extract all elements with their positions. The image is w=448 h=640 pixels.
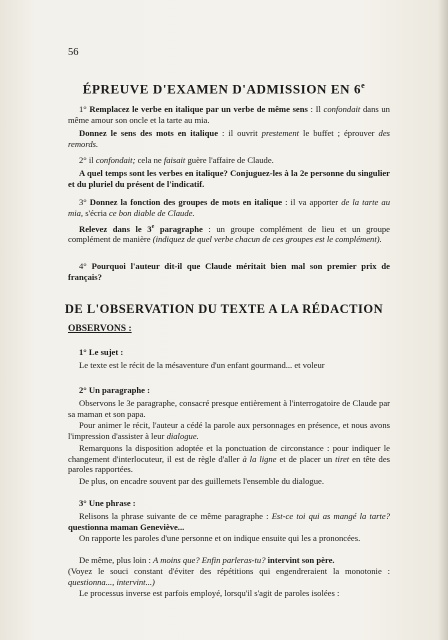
exam-title: ÉPREUVE D'EXAMEN D'ADMISSION EN 6e <box>82 81 366 97</box>
question-3a: 3° Donnez la fonction des groupes de mots en italique : il va apporter de la tarte au mia, s'écria ce bon diable de Claude. <box>68 197 390 218</box>
section-3-para-4: (Voyez le souci constant d'éviter des répétitions qui engendreraient la monotonie : questionna..., intervint...) <box>68 566 390 587</box>
section-1-heading: 1° Le sujet : <box>79 347 124 357</box>
section-3-para-1: Relisons la phrase suivante de ce même paragraphe : Est-ce toi qui as mangé la tarte? questionna maman Geneviève... <box>68 511 390 532</box>
section-2-para-3: Remarquons la disposition adoptée et la ponctuation de circonstance : pour indiquer le changement d'interlocuteur, il est de règle d'aller à la ligne et de placer un tiret en tête des paroles rapportées. <box>68 443 391 474</box>
section-3-para-3: De même, plus loin : A moins que? Enfin parleras-tu? intervint son père. <box>79 555 335 565</box>
section-3-para-2: On rapporte les paroles d'une personne et on indique ensuite qui les a prononcées. <box>79 533 361 543</box>
observation-title: DE L'OBSERVATION DU TEXTE A LA RÉDACTION <box>64 302 384 316</box>
question-2a: 2° il confondait; cela ne faisait guère l'affaire de Claude. <box>79 155 274 165</box>
question-1b: Donnez le sens des mots en italique : il ouvrit prestement le buffet ; éprouver des remords. <box>68 128 390 149</box>
observons-heading: OBSERVONS : <box>68 324 132 334</box>
page-number: 56 <box>68 47 79 58</box>
question-4: 4° Pourquoi l'auteur dit-il que Claude méritait bien mal son premier prix de français? <box>68 261 390 282</box>
section-2-heading: 2° Un paragraphe : <box>79 385 150 395</box>
section-2-para-2: Pour animer le récit, l'auteur a cédé la parole aux personnages en présence, et nous avons l'impression d'assister à leur dialogue. <box>68 420 390 441</box>
section-3-para-5: Le processus inverse est parfois employé, lorsqu'il s'agit de paroles isolées : <box>79 588 340 598</box>
question-3b: Relevez dans le 3e paragraphe : un groupe complément de lieu et un groupe complément de manière (indiquez de quel verbe chacun de ces groupes est le complément). <box>68 223 390 245</box>
section-1-text: Le texte est le récit de la mésaventure d'un enfant gourmand... et voleur <box>79 360 325 370</box>
question-2b: A quel temps sont les verbes en italique? Conjuguez-les à la 2e personne du singulier et du pluriel du présent de l'indicatif. <box>68 168 390 189</box>
section-2-para-1: Observons le 3e paragraphe, consacré presque entièrement à l'interrogatoire de Claude par sa maman et son papa. <box>68 398 390 419</box>
section-3-heading: 3° Une phrase : <box>79 498 136 508</box>
question-1a: 1° Remplacez le verbe en italique par un verbe de même sens : Il confondait dans un même amour son oncle et la tarte au mia. <box>68 104 390 125</box>
section-2-para-4: De plus, on encadre souvent par des guillemets l'ensemble du dialogue. <box>79 476 324 486</box>
